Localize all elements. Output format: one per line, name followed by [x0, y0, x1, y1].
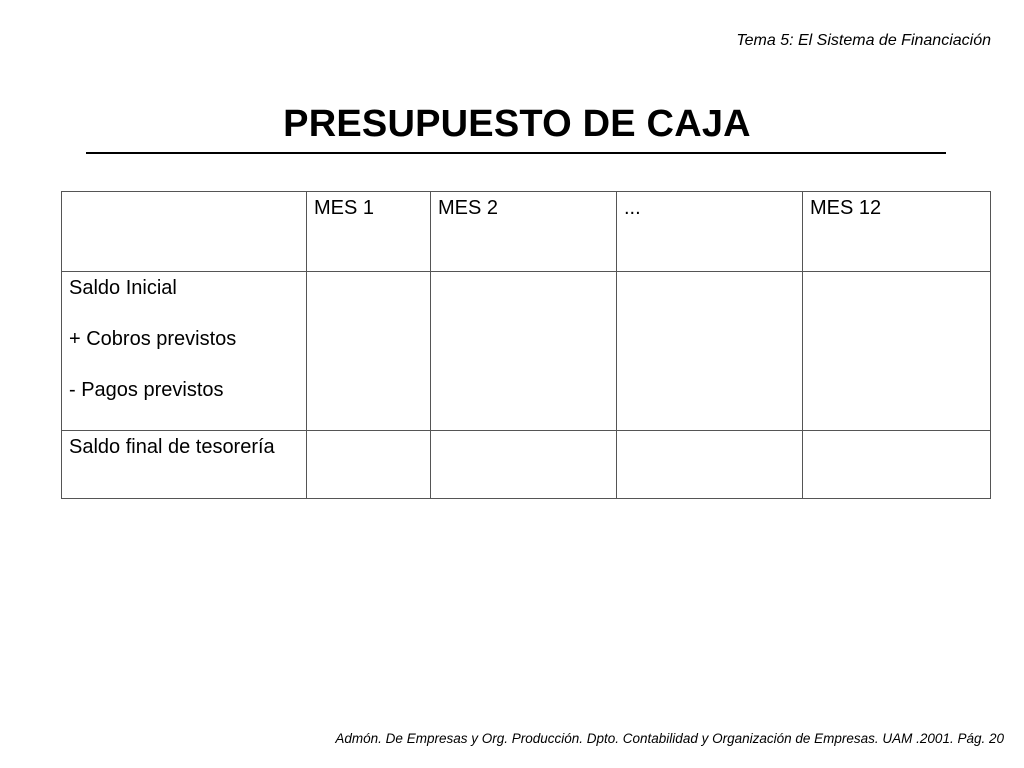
- row-label-saldo-inicial: Saldo Inicial: [69, 277, 177, 299]
- slide-title: PRESUPUESTO DE CAJA: [283, 103, 751, 145]
- slide-topic-header: Tema 5: El Sistema de Financiación: [736, 32, 991, 49]
- table-cell-ellipsis: [617, 431, 803, 499]
- title-underline-rule: [86, 152, 946, 154]
- table-cell-mes-12: [803, 431, 991, 499]
- column-header-mes-2: MES 2: [431, 192, 617, 272]
- row-label-saldo-final: Saldo final de tesorería: [62, 431, 307, 499]
- column-header-mes-12: MES 12: [803, 192, 991, 272]
- column-header-ellipsis: ...: [617, 192, 803, 272]
- footer-citation: Admón. De Empresas y Org. Producción. Dpto. Contabilidad y Organización de Empresas. UAM .2001. Pág. 20: [335, 731, 1004, 746]
- column-header-mes-1: MES 1: [307, 192, 431, 272]
- table-cell-mes-1: [307, 272, 431, 431]
- row-label-cell: [62, 272, 307, 431]
- table-cell-ellipsis: [617, 272, 803, 431]
- table-row: [62, 431, 991, 499]
- table-corner-cell: [62, 192, 307, 272]
- row-label-cobros-previstos: + Cobros previstos: [69, 328, 237, 350]
- table-row: [62, 272, 991, 431]
- row-label-pagos-previstos: - Pagos previstos: [69, 379, 224, 401]
- table-cell-mes-1: [307, 431, 431, 499]
- table-cell-mes-2: [431, 431, 617, 499]
- cash-budget-table: [61, 191, 991, 499]
- table-cell-mes-12: [803, 272, 991, 431]
- table-cell-mes-2: [431, 272, 617, 431]
- table-header-row: [62, 192, 991, 272]
